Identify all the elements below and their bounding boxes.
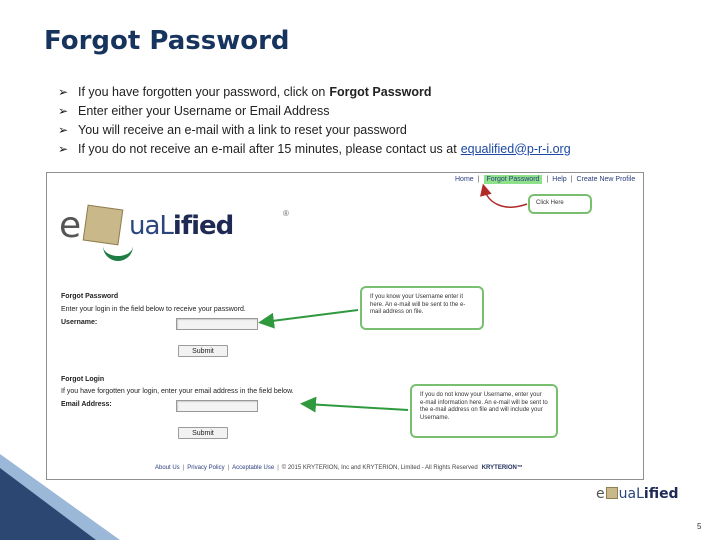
forgot-password-heading: Forgot Password — [61, 293, 119, 300]
username-label: Username: — [61, 319, 98, 326]
forgot-login-heading: Forgot Login — [61, 376, 105, 383]
bullet-item — [58, 82, 678, 101]
submit-email-button[interactable]: Submit — [178, 427, 228, 439]
corner-decoration — [0, 454, 120, 540]
callout-email-help: If you do not know your Username, enter your e-mail information here. An e-mail will be sent to the e-mail address on file and will include your Username. — [410, 384, 558, 438]
page-number: 5 — [697, 522, 702, 531]
logo-wordmark: uaLified — [129, 211, 234, 241]
bullet-item — [58, 120, 678, 139]
nav-separator: | — [570, 176, 573, 183]
arrow-bullet-icon: ➢ — [58, 84, 69, 99]
nav-separator: | — [477, 176, 480, 183]
logo-registered-mark: ® — [283, 209, 289, 218]
bullet-item — [58, 101, 678, 120]
arrow-bullet-icon: ➢ — [58, 103, 69, 118]
kryterion-brand: KRYTERION™ — [481, 465, 523, 471]
username-input[interactable] — [176, 318, 258, 330]
footer-link-acceptable-use[interactable]: Acceptable Use — [232, 465, 275, 471]
nav-help[interactable]: Help — [552, 176, 567, 183]
nav-create-new-profile[interactable]: Create New Profile — [576, 176, 636, 183]
nav-separator: | — [546, 176, 549, 183]
bullet-text: Enter either your Username or Email Address — [78, 103, 330, 118]
callout-username-help: If you know your Username enter it here. An e-mail will be sent to the e-mail address on file. — [360, 286, 484, 330]
logo-swoosh-icon — [103, 239, 133, 261]
submit-username-button[interactable]: Submit — [178, 345, 228, 357]
site-footer — [155, 465, 523, 471]
contact-email-link[interactable]: equalified@p-r-i.org — [460, 141, 571, 156]
bottom-logo-ified: ified — [643, 486, 679, 502]
callout-click-here: Click Here — [528, 194, 592, 214]
footer-separator: | — [277, 465, 279, 471]
bottom-logo-letter-e: e — [596, 486, 605, 502]
logo-letter-e: e — [59, 205, 82, 246]
nav-home[interactable]: Home — [455, 176, 474, 183]
bullet-item — [58, 139, 678, 158]
footer-copyright: © 2015 KRYTERION, Inc and KRYTERION, Limited - All Rights Reserved — [281, 465, 478, 471]
bullet-text: If you have forgotten your password, click on — [78, 84, 326, 99]
email-address-label: Email Address: — [61, 401, 112, 408]
arrow-bullet-icon: ➢ — [58, 122, 69, 137]
bottom-logo-cube-icon — [606, 487, 618, 499]
forgot-login-instruction: If you have forgotten your login, enter your email address in the field below. — [61, 388, 294, 395]
footer-link-about-us[interactable]: About Us — [155, 465, 180, 471]
footer-separator: | — [227, 465, 230, 471]
footer-link-privacy-policy[interactable]: Privacy Policy — [187, 465, 225, 471]
bottom-logo — [596, 486, 716, 506]
top-nav — [455, 175, 635, 184]
slide-title: Forgot Password — [44, 26, 290, 56]
email-address-input[interactable] — [176, 400, 258, 412]
bullet-text: You will receive an e-mail with a link to reset your password — [78, 122, 407, 137]
bullet-list — [58, 82, 678, 158]
nav-forgot-password[interactable]: Forgot Password — [484, 175, 543, 184]
bullet-emphasis: Forgot Password — [329, 84, 432, 99]
forgot-password-instruction: Enter your login in the field below to receive your password. — [61, 306, 246, 313]
footer-separator: | — [182, 465, 185, 471]
bottom-logo-ua: uaL — [618, 486, 644, 502]
equalified-logo — [59, 195, 289, 271]
bullet-text: If you do not receive an e-mail after 15 minutes, please contact us at — [78, 141, 457, 156]
arrow-bullet-icon: ➢ — [58, 141, 69, 156]
